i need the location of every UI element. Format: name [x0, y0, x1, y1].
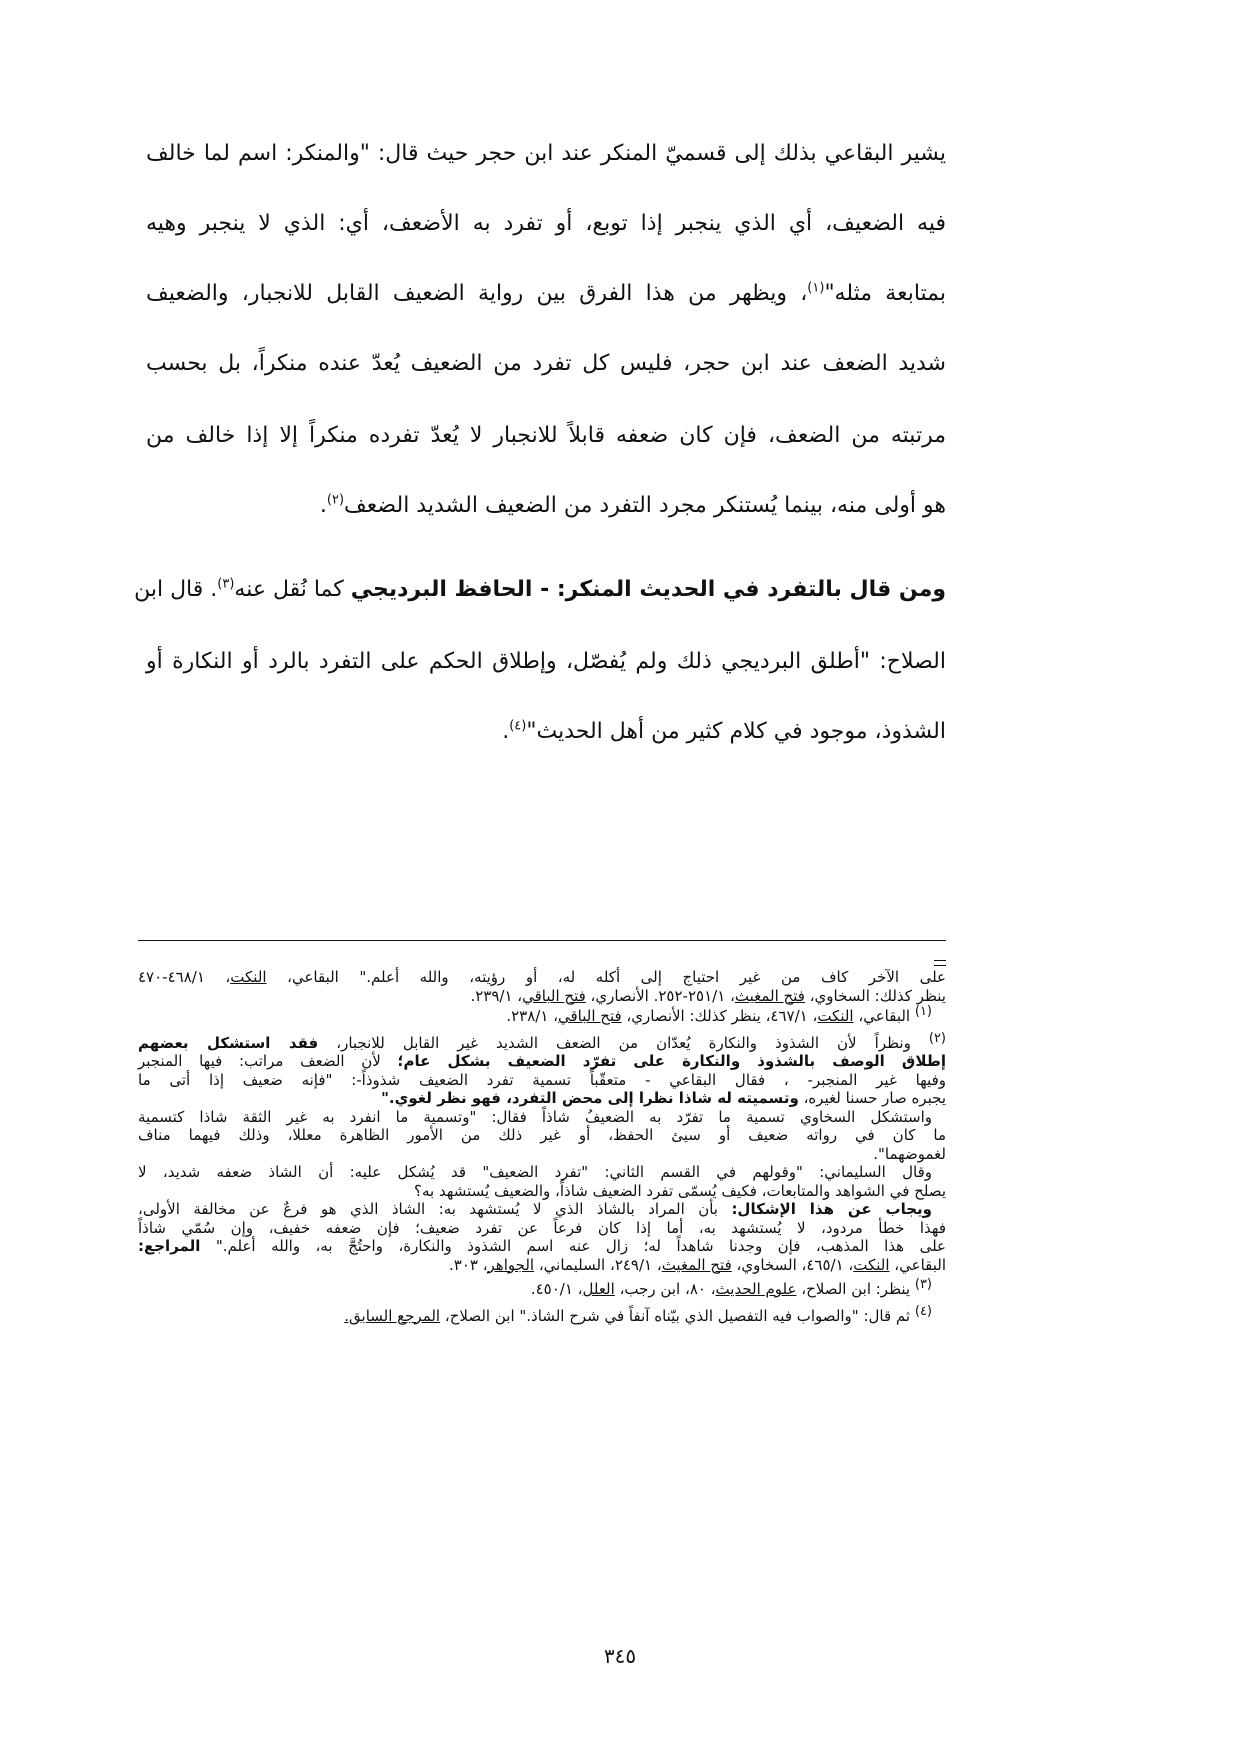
fn-line: واستشكل السخاوي تسمية ما تفرّد به الضعيفُ شاذاً فقال: "وتسمية ما انفرد به غير الثقة شاذا كتسمية: [138, 1107, 932, 1126]
fn-line: يصلح في الشواهد والمتابعات، فكيف يُسمّى تفرد الضعيف شاذاً، والضعيف يُستشهد به؟: [414, 1181, 946, 1200]
citation-link[interactable]: العلل: [582, 1280, 615, 1298]
fn-line: على هذا المذهب، فإن وجدنا شاهداً له؛ زال عنه اسم الشذوذ والنكارة، واحتُجَّ به، والله أعلم." المراجع:: [138, 1237, 946, 1255]
citation-link[interactable]: الجواهر: [487, 1255, 535, 1274]
citation-link[interactable]: فتح الباقي: [557, 1007, 622, 1025]
body-text: هو أولى منه، بينما يُستنكر مجرد التفرد من الضعيف الشديد الضعف: [344, 493, 946, 518]
footnote-number: (١): [914, 1004, 932, 1019]
body-text: الصلاح: "أطلق البرديجي ذلك ولم يُفصّل، وإطلاق الحكم على التفرد بالرد أو النكارة أو: [146, 649, 946, 674]
fn-line: $^{(٢)}$ ونظراً لأن الشذوذ والنكارة يُعدّان من الضعف الشديد غير القابل للانجبار، فقد استشكل بعضهم: [138, 1030, 946, 1052]
fn-line: ما كان في رواته ضعيف أو سيئ الحفظ، أو غير ذلك من الأمور الظاهرة معللا، وذلك فيهما مناف: [138, 1126, 946, 1144]
fn-line: ينظر كذلك: السخاوي، فتح المغيث، ٢٥١/١-٢٥٢. الأنصاري، فتح الباقي، ٢٣٩/١.: [470, 986, 946, 1005]
fn-line: لغموضهما".: [873, 1144, 946, 1163]
footnote-number: (٣): [914, 1277, 932, 1292]
body-line-8: [146, 646, 946, 716]
body-text: يشير البقاعي بذلك إلى قسميّ المنكر عند ابن حجر حيث قال: "والمنكر: اسم لما خالف: [146, 141, 946, 166]
body-text: شديد الضعف عند ابن حجر، فليس كل تفرد من الضعيف يُعدّ عنده منكراً، بل بحسب: [146, 351, 946, 376]
main-text: [134, 138, 946, 786]
footnote-2: [138, 1030, 946, 1275]
fn-line: فهذا خطأ مردود، لا يُستشهد به، أما إذا كان فرعاً عن تفرد ضعيف؛ فإن ضعفه خفيف، وإن سُمّي شاذاً: [138, 1218, 946, 1237]
footnote-continuation-mark: [934, 960, 946, 961]
footnote-ref-2[interactable]: (٢): [326, 492, 345, 508]
citation-link[interactable]: فتح المغيث: [734, 986, 805, 1005]
fn-line: $^{(٤)}$ ثم قال: "والصواب فيه التفصيل الذي بيّناه آنفاً في شرح الشاذ." ابن الصلاح، المرجع السابق.: [344, 1303, 932, 1325]
footnote-ref-4[interactable]: (٤): [509, 718, 527, 734]
body-line-6: [146, 490, 946, 574]
bold-heading-text: ومن قال بالتفرد في الحديث المنكر: - الحافظ البرديجي: [350, 577, 946, 602]
footnote-3: [138, 1277, 946, 1299]
footnote-ref-3[interactable]: (٣): [217, 576, 235, 592]
body-text: فيه الضعيف، أي الذي ينجبر إذا توبع، أو تفرد به الأضعف، أي: الذي لا ينجبر وهيه: [146, 211, 946, 236]
period: .: [319, 493, 327, 518]
fn-line: وفيها غير المنجبر- ، فقال البقاعي - متعقّباً تسمية تفرد الضعيف شذوذاً-: "فإنه ضعيف إذا أتى ما: [138, 1070, 946, 1089]
footnote-4: [138, 1303, 946, 1326]
page-number: ٣٤٥: [603, 1644, 637, 1668]
citation-link[interactable]: فتح الباقي: [522, 986, 586, 1005]
citation-link[interactable]: النكت: [230, 968, 267, 986]
body-text: كما نُقل عنه: [234, 577, 351, 602]
footnote-number: (٤): [914, 1303, 932, 1319]
fn-line: إطلاق الوصف بالشذوذ والنكارة على تفرّد الضعيف بشكل عام؛ لأن الضعف مراتب: فيها المنجبر: [138, 1052, 946, 1070]
body-text: بمتابعة مثله": [824, 281, 946, 306]
period: .: [502, 719, 510, 744]
fn-line: البقاعي، النكت، ٤٦٥/١، السخاوي، فتح المغيث، ٢٤٩/١، السليماني، الجواهر، ٣٠٣.: [448, 1255, 946, 1274]
footnotes: [138, 968, 946, 1331]
footnote-number: (٢): [928, 1030, 946, 1046]
citation-link[interactable]: علوم الحديث: [715, 1280, 797, 1298]
body-text: . قال ابن: [134, 577, 218, 602]
footnote-1: [138, 1004, 946, 1026]
body-line-7: [134, 574, 946, 646]
body-line-9: [146, 716, 946, 786]
body-line-3: [146, 278, 946, 348]
body-line-4: [146, 348, 946, 420]
fn-line: ويجاب عن هذا الإشكال: بأن المراد بالشاذ الذي لا يُستشهد به: الشاذ الذي هو فرعٌ عن مخالفة الأولى،: [138, 1200, 932, 1218]
footnote-separator: [138, 940, 946, 941]
footnote-ref-1[interactable]: (١): [807, 280, 825, 296]
body-text: ، ويظهر من هذا الفرق بين رواية الضعيف القابل للانجبار، والضعيف: [146, 281, 808, 306]
footnote-continued: [138, 968, 946, 1005]
body-line-2: [146, 208, 946, 278]
citation-link[interactable]: فتح المغيث: [661, 1255, 732, 1274]
fn-line: يجبره صار حسنا لغيره، وتسميته له شاذا نظرا إلى محض التفرد، فهو نظر لغوي.": [381, 1089, 946, 1107]
fn-line: $^{(٣)}$ ينظر: ابن الصلاح، علوم الحديث، ٨٠، ابن رجب، العلل، ٤٥٠/١.: [530, 1277, 932, 1298]
fn-line: $^{(١)}$ البقاعي، النكت، ٤٦٧/١، ينظر كذلك: الأنصاري، فتح الباقي، ٢٣٨/١.: [506, 1004, 932, 1025]
citation-link[interactable]: النكت: [817, 1007, 854, 1025]
fn-line: على الآخر كاف من غير احتياج إلى أكله له، أو رؤيته، والله أعلم." البقاعي، النكت، ٤٦٨/١-٤٧٠: [138, 968, 947, 986]
fn-line: وقال السليماني: "وقولهم في القسم الثاني: "تفرد الضعيف" قد يُشكل عليه: أن الشاذ ضعفه شديد، لا: [138, 1163, 932, 1181]
body-line-1: [146, 138, 946, 208]
body-line-5: [146, 420, 946, 490]
citation-link[interactable]: المرجع السابق.: [344, 1306, 441, 1325]
citation-link[interactable]: النكت: [853, 1255, 890, 1274]
body-text: مرتبته من الضعف، فإن كان ضعفه قابلاً للانجبار لا يُعدّ تفرده منكراً إلا إذا خالف من: [146, 423, 946, 448]
body-text: الشذوذ، موجود في كلام كثير من أهل الحديث": [526, 719, 946, 744]
